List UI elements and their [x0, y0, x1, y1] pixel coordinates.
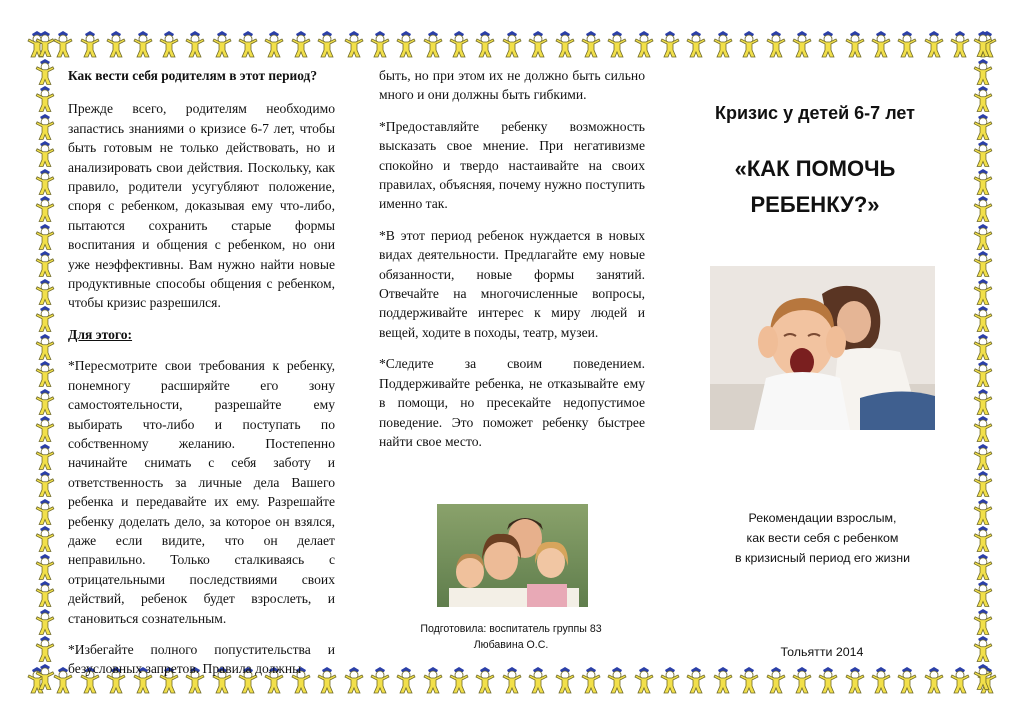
child-figure-icon	[972, 85, 994, 113]
child-figure-icon	[34, 553, 56, 581]
child-figure-icon	[580, 30, 602, 58]
child-figure-icon	[972, 333, 994, 361]
child-figure-icon	[34, 223, 56, 251]
child-figure-icon	[448, 666, 470, 694]
child-figure-icon	[316, 30, 338, 58]
child-figure-icon	[34, 58, 56, 86]
child-figure-icon	[527, 666, 549, 694]
child-figure-icon	[34, 140, 56, 168]
child-figure-icon	[34, 30, 56, 58]
author-name: Любавина О.С.	[473, 639, 549, 651]
child-figure-icon	[817, 30, 839, 58]
child-figure-icon	[972, 635, 994, 663]
cover-title	[684, 151, 946, 223]
child-figure-icon	[844, 30, 866, 58]
child-figure-icon	[633, 30, 655, 58]
child-figure-icon	[554, 30, 576, 58]
child-figure-icon	[972, 58, 994, 86]
child-figure-icon	[34, 663, 56, 691]
child-figure-icon	[738, 666, 760, 694]
child-figure-icon	[34, 443, 56, 471]
child-figure-icon	[34, 113, 56, 141]
child-figure-icon	[34, 168, 56, 196]
child-figure-icon	[395, 30, 417, 58]
child-figure-icon	[34, 608, 56, 636]
child-figure-icon	[105, 30, 127, 58]
panel-cover	[684, 100, 946, 223]
family-photo	[437, 504, 588, 607]
child-figure-icon	[844, 666, 866, 694]
child-figure-icon	[34, 85, 56, 113]
child-figure-icon	[896, 666, 918, 694]
child-figure-icon	[369, 30, 391, 58]
child-figure-icon	[972, 580, 994, 608]
cover-subtitle: Кризис у детей 6-7 лет	[715, 103, 915, 123]
child-figure-icon	[972, 195, 994, 223]
child-figure-icon	[34, 470, 56, 498]
child-figure-icon	[34, 415, 56, 443]
child-figure-icon	[554, 666, 576, 694]
advice-paragraph: *Избегайте полного попустительства и безусловных запретов. Правила должны	[68, 641, 335, 677]
child-figure-icon	[34, 580, 56, 608]
child-figure-icon	[474, 666, 496, 694]
child-figure-icon	[34, 525, 56, 553]
advice-paragraph: *Предоставляйте ребенку возможность высказать свое мнение. При негативизме спокойно и твердо настаивайте на своих правилах, объясняя, почему нужно поступить именно так.	[379, 118, 645, 212]
child-figure-icon	[765, 30, 787, 58]
recommendations-caption	[715, 508, 930, 568]
child-figure-icon	[972, 278, 994, 306]
child-figure-icon	[972, 388, 994, 416]
border-left	[28, 30, 62, 690]
child-figure-icon	[369, 666, 391, 694]
advice-paragraph: *Пересмотрите свои требования к ребенку, понемногу расширяйте его зону самостоятельности, разрешайте ему выбирать что-либо и поступать по собственному желанию. Постепенно начинайте снимать с себя заботу и ответственность за личные дела Вашего ребенка и передавайте их ему. Разрешайте ребенку доделать дело, за которое он взялся, даже если видите, что он делает неправильно. Только сталкиваясь с отрицательными последствиями своих действий, ребенок будет взрослеть, и становиться сознательным.	[68, 358, 335, 626]
child-figure-icon	[712, 30, 734, 58]
child-figure-icon	[923, 30, 945, 58]
advice-paragraph: быть, но при этом их не должно быть сильно много и они должны быть гибкими.	[379, 68, 645, 103]
child-figure-icon	[34, 333, 56, 361]
child-figure-icon	[972, 443, 994, 471]
child-figure-icon	[580, 666, 602, 694]
border-top	[26, 30, 998, 64]
child-figure-icon	[738, 30, 760, 58]
child-figure-icon	[791, 30, 813, 58]
child-figure-icon	[972, 360, 994, 388]
child-figure-icon	[34, 635, 56, 663]
child-figure-icon	[501, 30, 523, 58]
child-figure-icon	[343, 666, 365, 694]
child-figure-icon	[448, 30, 470, 58]
child-figure-icon	[343, 30, 365, 58]
child-figure-icon	[34, 498, 56, 526]
child-figure-icon	[474, 30, 496, 58]
child-figure-icon	[972, 525, 994, 553]
author-note	[400, 621, 622, 653]
child-figure-icon	[972, 223, 994, 251]
child-figure-icon	[263, 30, 285, 58]
child-figure-icon	[870, 30, 892, 58]
child-figure-icon	[395, 666, 417, 694]
child-figure-icon	[132, 30, 154, 58]
cover-title-line: «КАК ПОМОЧЬ	[734, 156, 896, 182]
caption-line: Рекомендации взрослым,	[748, 511, 897, 525]
child-figure-icon	[972, 305, 994, 333]
child-figure-icon	[79, 30, 101, 58]
child-figure-icon	[972, 553, 994, 581]
child-figure-icon	[972, 498, 994, 526]
cover-title-line: РЕБЕНКУ?»	[750, 192, 880, 218]
child-figure-icon	[422, 30, 444, 58]
panel-middle	[379, 66, 645, 463]
child-figure-icon	[972, 608, 994, 636]
child-figure-icon	[972, 168, 994, 196]
child-figure-icon	[158, 30, 180, 58]
child-figure-icon	[817, 666, 839, 694]
child-figure-icon	[527, 30, 549, 58]
child-figure-icon	[422, 666, 444, 694]
child-figure-icon	[923, 666, 945, 694]
subheading: Для этого:	[68, 326, 133, 342]
child-figure-icon	[791, 666, 813, 694]
crying-child-photo	[710, 266, 935, 430]
caption-line: как вести себя с ребенком	[746, 531, 899, 545]
child-figure-icon	[972, 470, 994, 498]
child-figure-icon	[633, 666, 655, 694]
child-figure-icon	[896, 30, 918, 58]
panel-left	[68, 66, 335, 691]
child-figure-icon	[34, 360, 56, 388]
child-figure-icon	[290, 30, 312, 58]
child-figure-icon	[685, 666, 707, 694]
child-figure-icon	[870, 666, 892, 694]
child-figure-icon	[972, 415, 994, 443]
child-figure-icon	[34, 388, 56, 416]
advice-paragraph: *Следите за своим поведением. Поддерживайте ребенка, не отказывайте ему в помощи, но пресекайте недопустимое поведение. Это поможет ребенку быстрее найти свое место.	[379, 356, 645, 449]
child-figure-icon	[685, 30, 707, 58]
advice-paragraph: *В этот период ребенок нуждается в новых видах деятельности. Предлагайте ему новые обязанности, новые формы занятий. Отвечайте на многочисленные вопросы, поддерживайте интерес к миру людей и вещей, ходите в походы, театр, музеи.	[379, 227, 645, 340]
child-figure-icon	[237, 30, 259, 58]
child-figure-icon	[501, 666, 523, 694]
child-figure-icon	[184, 30, 206, 58]
caption-line: в кризисный период его жизни	[735, 551, 910, 565]
child-figure-icon	[765, 666, 787, 694]
child-figure-icon	[972, 30, 994, 58]
author-line: Подготовила: воспитатель группы 83	[420, 623, 602, 635]
child-figure-icon	[34, 305, 56, 333]
child-figure-icon	[972, 250, 994, 278]
child-figure-icon	[712, 666, 734, 694]
child-figure-icon	[972, 663, 994, 691]
child-figure-icon	[606, 666, 628, 694]
intro-paragraph: Прежде всего, родителям необходимо запастись знаниями о кризисе 6-7 лет, чтобы быть готовым не только действовать, но и анализировать свои действия. Поскольку, как правило, родители усугубляют положение, споря с ребенком, доказывая ему что-либо, пытаются сохранить старые формы воспитания и общения с ребенком, но они уже неэффективны. Вам нужно найти новые продуктивные способы общения с ребенком, чтобы кризис разрешился.	[68, 101, 335, 311]
child-figure-icon	[659, 30, 681, 58]
child-figure-icon	[972, 113, 994, 141]
child-figure-icon	[606, 30, 628, 58]
border-right	[966, 30, 1000, 690]
child-figure-icon	[34, 250, 56, 278]
child-figure-icon	[659, 666, 681, 694]
child-figure-icon	[972, 140, 994, 168]
child-figure-icon	[34, 195, 56, 223]
child-figure-icon	[211, 30, 233, 58]
city-year: Тольятти 2014	[780, 645, 864, 659]
child-figure-icon	[34, 278, 56, 306]
section-heading: Как вести себя родителям в этот период?	[68, 68, 318, 83]
